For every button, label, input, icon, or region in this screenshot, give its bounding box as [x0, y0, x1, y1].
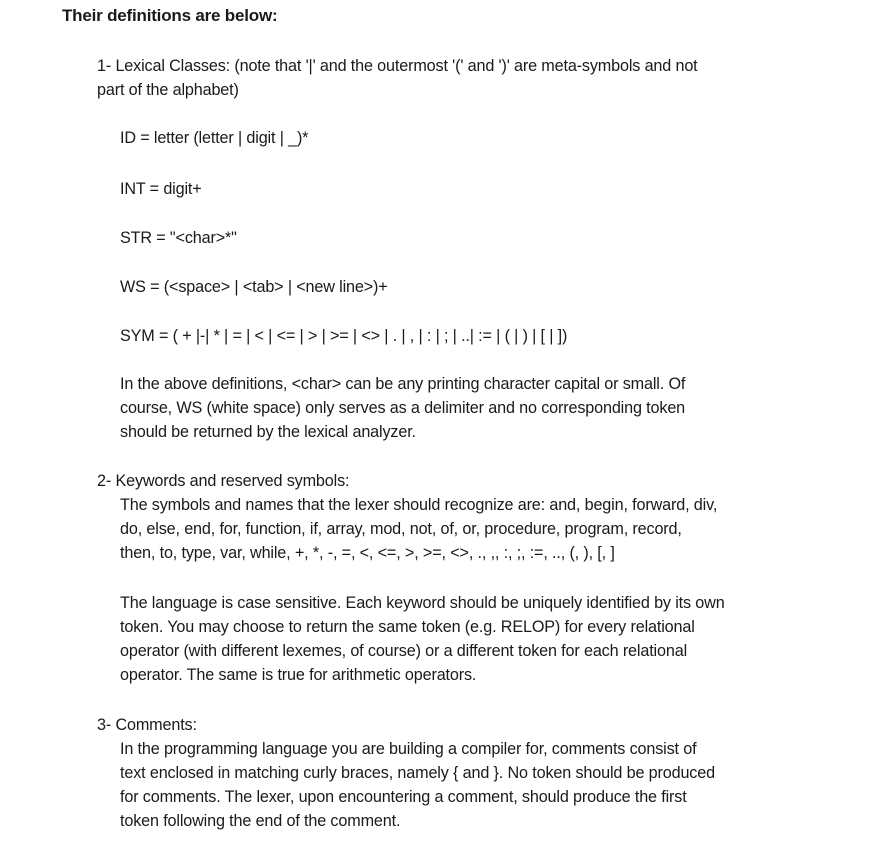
- body-line: The symbols and names that the lexer should recognize are: and, begin, forward, div,: [120, 496, 718, 514]
- definition-ws: WS = (<space> | <tab> | <new line>)+: [120, 278, 388, 296]
- note-line: should be returned by the lexical analyzer.: [120, 423, 416, 441]
- page-title: Their definitions are below:: [62, 6, 278, 25]
- section-heading: 2- Keywords and reserved symbols:: [97, 472, 350, 490]
- section-heading-continued: part of the alphabet): [97, 81, 239, 99]
- note-line: operator. The same is true for arithmetic operators.: [120, 666, 477, 684]
- body-line: In the programming language you are building a compiler for, comments consist of: [120, 740, 697, 758]
- body-line: for comments. The lexer, upon encountering a comment, should produce the first: [120, 788, 687, 806]
- definition-int: INT = digit+: [120, 180, 202, 198]
- definition-id: ID = letter (letter | digit | _)*: [120, 129, 309, 147]
- body-line: token following the end of the comment.: [120, 812, 401, 830]
- note-line: operator (with different lexemes, of course) or a different token for each relational: [120, 642, 688, 660]
- section-heading: 3- Comments:: [97, 716, 197, 734]
- note-line: course, WS (white space) only serves as a delimiter and no corresponding token: [120, 399, 686, 417]
- body-line: text enclosed in matching curly braces, namely { and }. No token should be produced: [120, 764, 715, 782]
- body-line: do, else, end, for, function, if, array, mod, not, of, or, procedure, program, record,: [120, 520, 682, 538]
- section-heading: 1- Lexical Classes: (note that '|' and the outermost '(' and ')' are meta-symbols and not: [97, 57, 698, 75]
- note-line: In the above definitions, <char> can be any printing character capital or small. Of: [120, 375, 686, 393]
- definition-sym: SYM = ( + |-| * | = | < | <= | > | >= | <> | . | , | : | ; | ..| := | ( | ) | [ | ]): [120, 327, 568, 345]
- note-line: token. You may choose to return the same token (e.g. RELOP) for every relational: [120, 618, 695, 636]
- definition-str: STR = "<char>*": [120, 229, 237, 247]
- keyword-symbol-list: then, to, type, var, while, +, *, -, =, <, <=, >, >=, <>, ., ,, :, ;, :=, .., (, ), [, ]: [120, 544, 615, 562]
- note-line: The language is case sensitive. Each keyword should be uniquely identified by its own: [120, 594, 725, 612]
